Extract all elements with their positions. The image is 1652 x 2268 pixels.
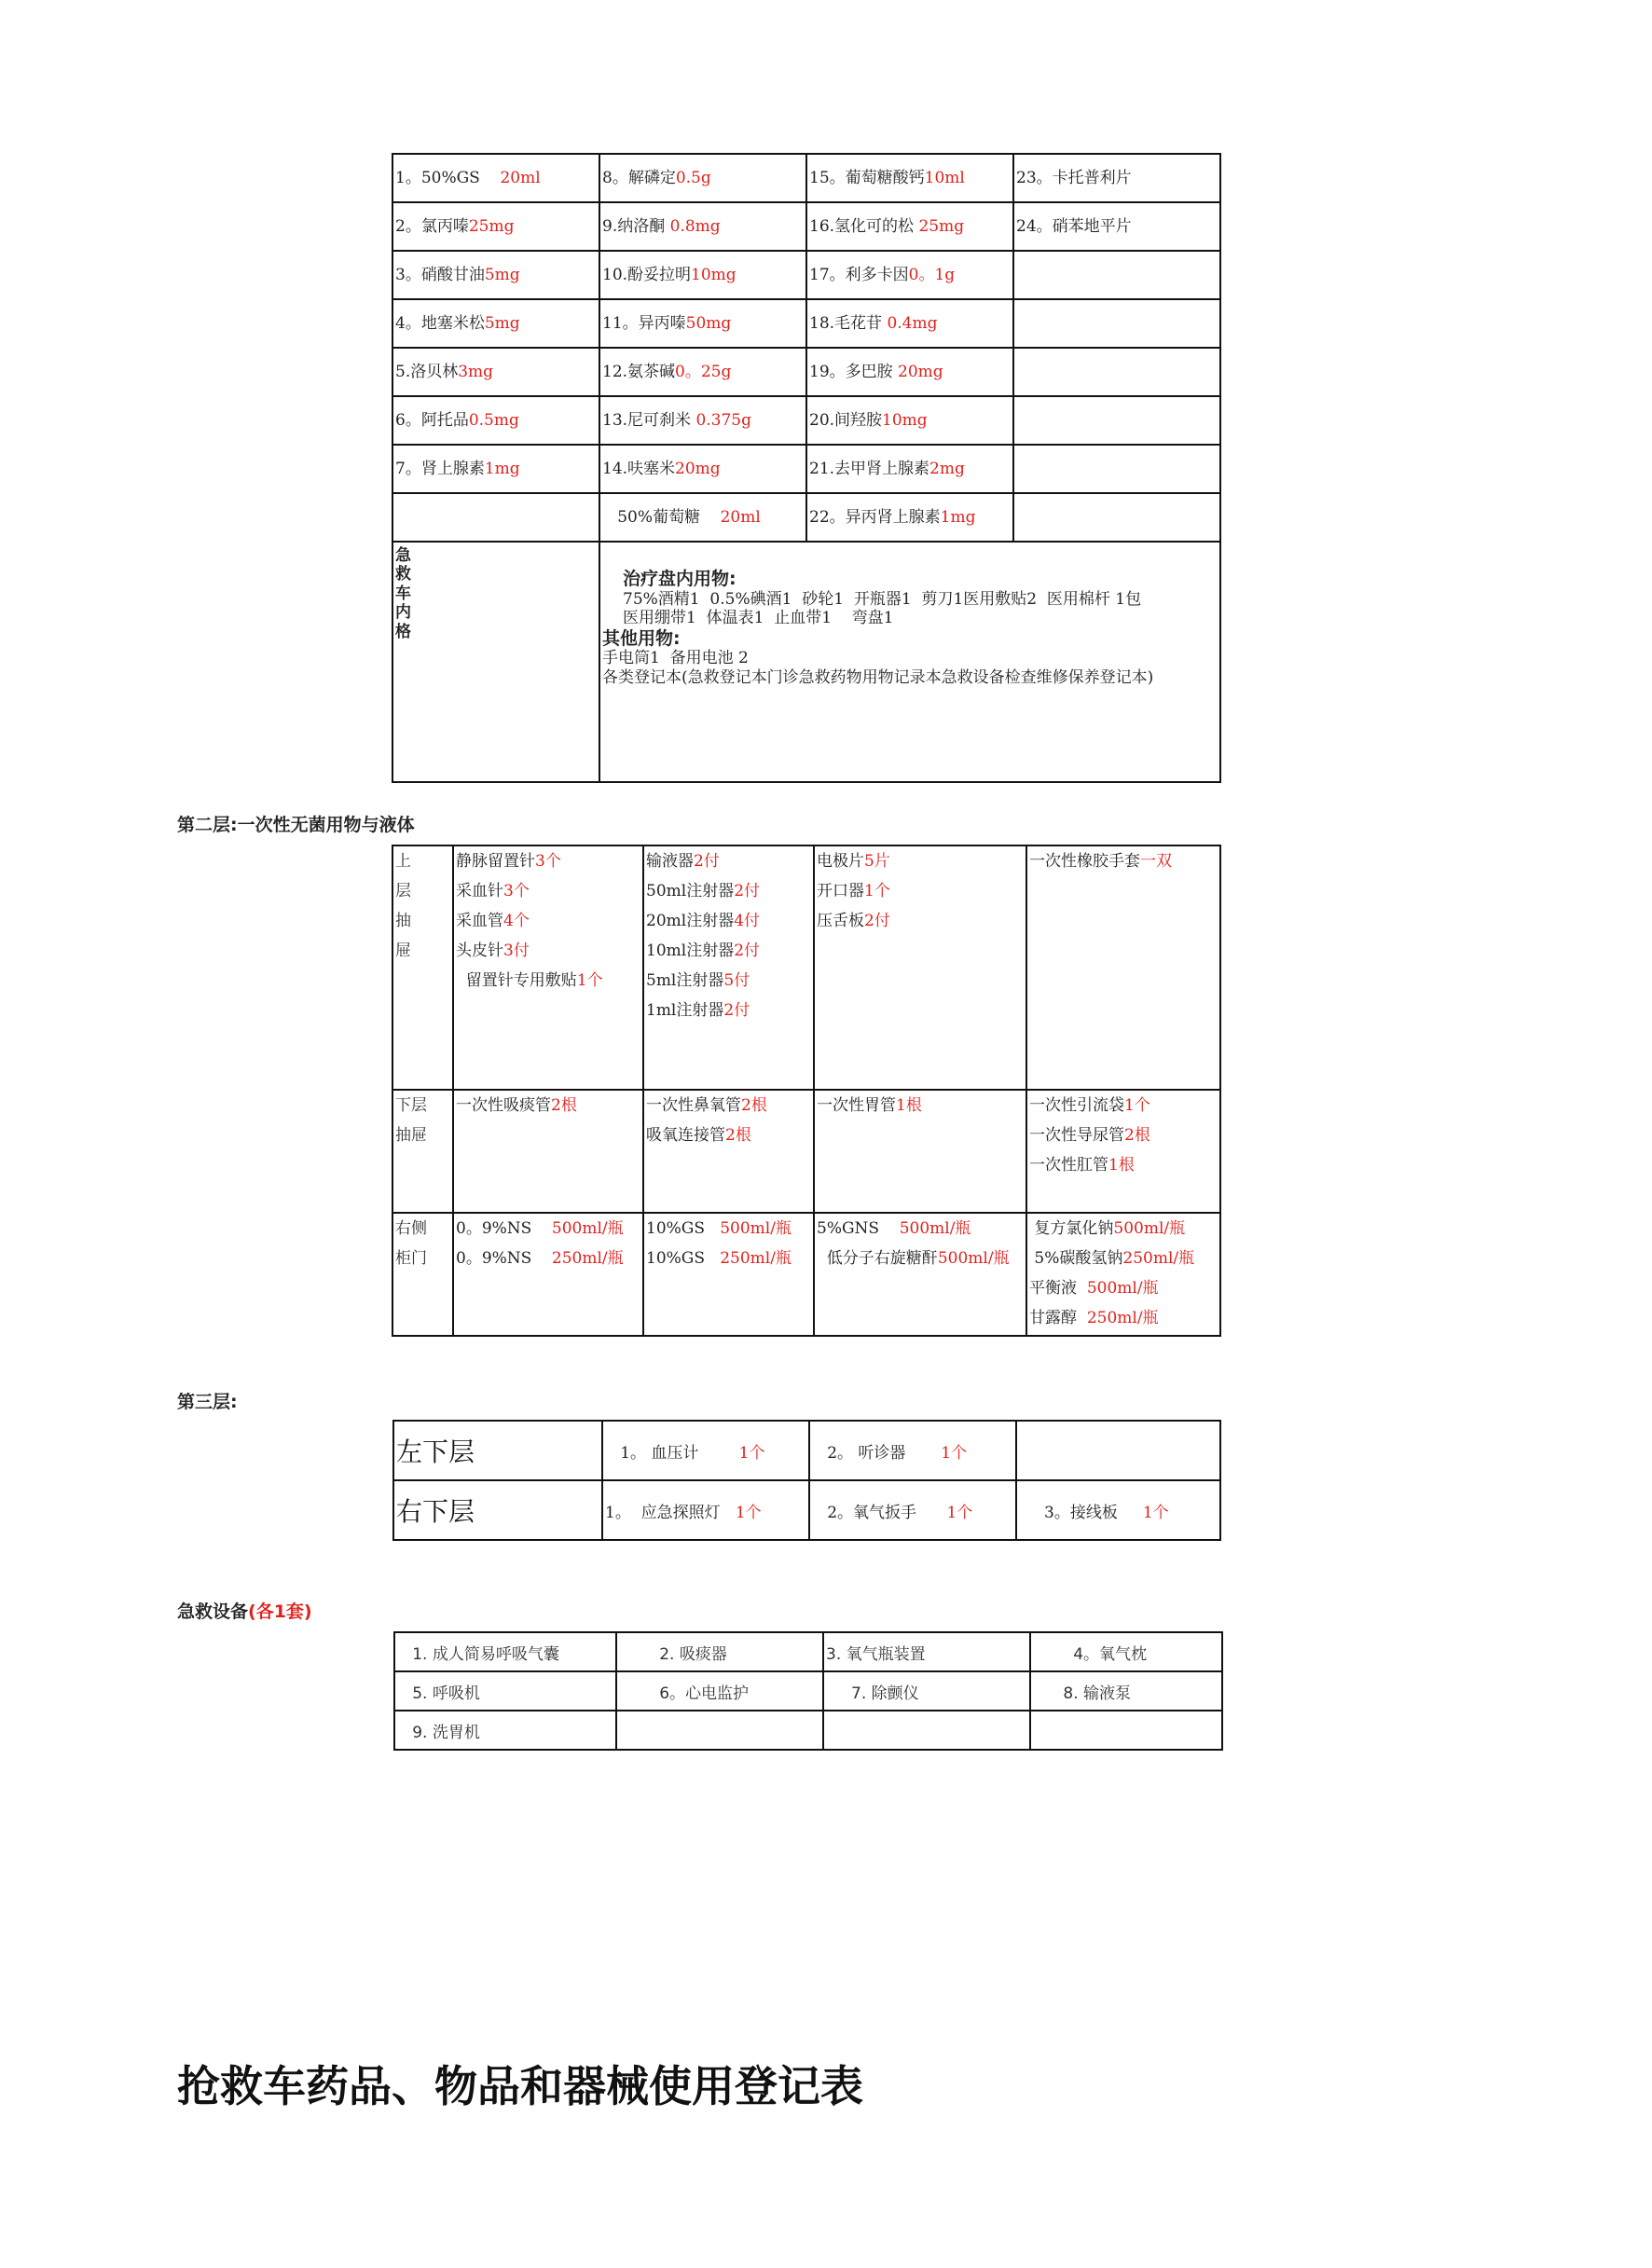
drug-name: 1。50%GS bbox=[395, 168, 486, 187]
upper-drawer-label: 上 层 抽 屉 bbox=[392, 845, 453, 1090]
right-lower-item-amount: 1个 bbox=[946, 1503, 973, 1522]
list-item bbox=[1029, 1214, 1219, 1244]
drug-amount: 0.8mg bbox=[669, 216, 721, 236]
list-item bbox=[817, 906, 1026, 936]
lower-drawer-item-name: 一次性肛管 bbox=[1029, 1156, 1108, 1175]
upper-drawer-item-name: 电极片 bbox=[817, 852, 864, 871]
drug-amount: 0。1g bbox=[908, 265, 956, 284]
drug-cell bbox=[1013, 202, 1220, 251]
right-cabinet-item-cell bbox=[814, 1213, 1026, 1336]
lower-drawer-item-amount: 2根 bbox=[741, 1096, 767, 1115]
upper-drawer-item-amount: 2付 bbox=[734, 942, 761, 960]
equipment-cell: 9. 洗胃机 bbox=[394, 1711, 616, 1750]
drug-cell bbox=[1013, 445, 1220, 493]
drug-amount: 1mg bbox=[484, 459, 520, 478]
table-row bbox=[394, 1711, 1222, 1750]
lower-drawer-item-amount: 2根 bbox=[551, 1096, 577, 1115]
list-item bbox=[1029, 1303, 1219, 1333]
lower-drawer-item-cell bbox=[814, 1090, 1026, 1213]
list-item bbox=[456, 936, 642, 966]
right-lower-item-amount: 1个 bbox=[735, 1503, 762, 1522]
drug-cell bbox=[392, 154, 599, 202]
lower-drawer-item-cell bbox=[1026, 1090, 1220, 1213]
upper-drawer-item-name: 1ml注射器 bbox=[646, 1001, 724, 1020]
equipment-cell: 5. 呼吸机 bbox=[394, 1671, 616, 1711]
lower-drawer-item-name: 一次性导尿管 bbox=[1029, 1126, 1124, 1145]
drug-amount: 0.5g bbox=[675, 168, 711, 187]
left-lower-cell bbox=[602, 1421, 809, 1480]
drug-cell bbox=[806, 299, 1013, 348]
drug-cell bbox=[599, 202, 806, 251]
equipment-cell: 3. 氧气瓶装置 bbox=[823, 1632, 1030, 1671]
left-lower-item-name: 2。 听诊器 bbox=[812, 1443, 942, 1463]
lower-drawer-item-name: 一次性吸痰管 bbox=[456, 1096, 551, 1115]
drug-cell bbox=[392, 299, 599, 348]
drug-cell bbox=[599, 299, 806, 348]
right-cabinet-item-name: 平衡液 bbox=[1029, 1279, 1087, 1298]
list-item bbox=[646, 876, 813, 906]
first-layer-table bbox=[392, 153, 1221, 783]
table-row bbox=[392, 299, 1220, 348]
lower-drawer-item-amount: 2根 bbox=[1124, 1126, 1150, 1145]
upper-drawer-item-amount: 1个 bbox=[864, 882, 890, 900]
drug-amount: 20ml bbox=[709, 507, 761, 527]
right-lower-item-name: 2。氧气扳手 bbox=[812, 1503, 947, 1522]
drug-cell bbox=[392, 202, 599, 251]
equipment-cell bbox=[616, 1711, 823, 1750]
third-layer-table bbox=[392, 1420, 1221, 1541]
drug-amount: 0.5mg bbox=[468, 410, 519, 430]
table-row bbox=[392, 348, 1220, 396]
right-cabinet-item-name: 0。9%NS bbox=[456, 1249, 552, 1268]
list-item bbox=[646, 936, 813, 966]
equipment-cell: 7. 除颤仪 bbox=[823, 1671, 1030, 1711]
table-row bbox=[392, 493, 1220, 542]
right-cabinet-item-amount: 500ml/瓶 bbox=[937, 1249, 1010, 1268]
list-item bbox=[456, 1244, 642, 1273]
right-lower-cell bbox=[1016, 1480, 1220, 1540]
list-item bbox=[1029, 1120, 1219, 1150]
left-lower-cell bbox=[809, 1421, 1016, 1480]
lower-drawer-item-name: 一次性胃管 bbox=[817, 1096, 896, 1115]
lower-drawer-item-cell bbox=[643, 1090, 814, 1213]
drug-cell bbox=[392, 493, 599, 542]
upper-drawer-item-amount: 2付 bbox=[694, 852, 720, 871]
drug-name: 6。阿托品 bbox=[395, 410, 469, 430]
right-cabinet-item-name: 甘露醇 bbox=[1029, 1309, 1087, 1327]
equipment-cell: 6。心电监护 bbox=[616, 1671, 823, 1711]
left-lower-item-amount: 1个 bbox=[941, 1443, 968, 1463]
upper-drawer-item-name: 采血管 bbox=[456, 912, 503, 930]
list-item bbox=[646, 1091, 813, 1120]
drug-amount: 0。25g bbox=[675, 362, 732, 381]
lower-drawer-item-name: 一次性鼻氧管 bbox=[646, 1096, 741, 1115]
equipment-table bbox=[393, 1631, 1223, 1751]
third-layer-heading: 第三层: bbox=[177, 1392, 238, 1412]
drug-name: 21.去甲肾上腺素 bbox=[809, 459, 930, 478]
drug-cell bbox=[806, 154, 1013, 202]
upper-drawer-item-amount: 5付 bbox=[723, 971, 750, 990]
list-item bbox=[1029, 846, 1219, 876]
list-item bbox=[646, 846, 813, 876]
table-row bbox=[392, 396, 1220, 445]
equipment-heading: 急救设备(各1套) bbox=[177, 1601, 312, 1622]
upper-drawer-item-amount: 4个 bbox=[503, 912, 530, 930]
drug-cell bbox=[599, 445, 806, 493]
drug-amount: 0.4mg bbox=[887, 313, 938, 333]
lower-drawer-item-amount: 1根 bbox=[1108, 1156, 1135, 1175]
treatment-tray-heading: 治疗盘内用物: bbox=[623, 569, 737, 589]
drug-cell bbox=[806, 396, 1013, 445]
equipment-cell bbox=[823, 1711, 1030, 1750]
other-items: 手电筒1 备用电池 2 bbox=[602, 649, 749, 668]
drug-name: 15。葡萄糖酸钙 bbox=[809, 168, 925, 187]
cart-inner-label: 急 救 车 内 格 bbox=[392, 542, 599, 782]
drug-name: 12.氨茶碱 bbox=[602, 362, 676, 381]
drug-name: 2。氯丙嗪 bbox=[395, 216, 469, 236]
upper-drawer-item-amount: 3个 bbox=[503, 882, 530, 900]
right-cabinet-item-name: 5%GNS bbox=[817, 1219, 900, 1238]
drug-amount: 25mg bbox=[468, 216, 515, 236]
drug-name: 4。地塞米松 bbox=[395, 313, 485, 333]
right-cabinet-item-name: 10%GS bbox=[646, 1249, 721, 1268]
upper-drawer-item-amount: 4付 bbox=[734, 912, 761, 930]
lower-drawer-item-amount: 2根 bbox=[725, 1126, 751, 1145]
list-item bbox=[817, 876, 1026, 906]
list-item bbox=[456, 906, 642, 936]
upper-drawer-item-amount: 1个 bbox=[576, 971, 603, 990]
right-cabinet-item-amount: 500ml/瓶 bbox=[899, 1219, 971, 1238]
drug-amount: 5mg bbox=[484, 265, 520, 284]
other-items-heading: 其他用物: bbox=[602, 627, 681, 649]
right-cabinet-item-amount: 250ml/瓶 bbox=[1086, 1309, 1159, 1327]
drug-amount: 10mg bbox=[691, 265, 737, 284]
drug-cell bbox=[599, 396, 806, 445]
right-cabinet-item-cell bbox=[1026, 1213, 1220, 1336]
list-item bbox=[817, 1091, 1026, 1120]
upper-drawer-item-cell bbox=[814, 845, 1026, 1090]
right-lower-item-amount: 1个 bbox=[1142, 1503, 1169, 1522]
drug-name: 11。异丙嗪 bbox=[602, 313, 686, 333]
upper-drawer-item-amount: 3个 bbox=[535, 852, 561, 871]
drug-cell bbox=[392, 396, 599, 445]
table-row bbox=[392, 445, 1220, 493]
list-item bbox=[1029, 1244, 1219, 1273]
drug-cell bbox=[1013, 299, 1220, 348]
upper-drawer-item-name: 50ml注射器 bbox=[646, 882, 735, 900]
list-item bbox=[646, 1120, 813, 1150]
drug-cell bbox=[806, 251, 1013, 299]
drug-name: 13.尼可刹米 bbox=[602, 410, 696, 430]
drug-cell bbox=[599, 493, 806, 542]
right-cabinet-item-name: 5%碳酸氢钠 bbox=[1029, 1249, 1123, 1268]
drug-amount: 20mg bbox=[898, 362, 943, 381]
list-item bbox=[456, 1214, 642, 1244]
lower-drawer-item-cell bbox=[453, 1090, 643, 1213]
right-cabinet-item-amount: 500ml/瓶 bbox=[720, 1219, 792, 1238]
left-lower-item-amount: 1个 bbox=[738, 1443, 765, 1463]
drug-amount: 3mg bbox=[458, 362, 494, 381]
lower-drawer-item-name: 一次性引流袋 bbox=[1029, 1096, 1124, 1115]
right-cabinet-item-amount: 250ml/瓶 bbox=[1122, 1249, 1195, 1268]
drug-cell bbox=[599, 348, 806, 396]
drug-name: 10.酚妥拉明 bbox=[602, 265, 692, 284]
list-item bbox=[817, 1214, 1026, 1244]
drug-name: 23。卡托普利片 bbox=[1016, 168, 1132, 187]
left-lower-label: 左下层 bbox=[393, 1421, 602, 1480]
drug-cell bbox=[806, 202, 1013, 251]
upper-drawer-item-cell bbox=[643, 845, 814, 1090]
list-item bbox=[1029, 1273, 1219, 1303]
upper-drawer-item-name: 采血针 bbox=[456, 882, 503, 900]
list-item bbox=[646, 1244, 813, 1273]
upper-drawer-item-name: 静脉留置针 bbox=[456, 852, 535, 871]
drug-cell bbox=[1013, 348, 1220, 396]
list-item bbox=[817, 846, 1026, 876]
drug-cell bbox=[1013, 396, 1220, 445]
upper-drawer-item-name: 20ml注射器 bbox=[646, 912, 735, 930]
drug-name: 8。解磷定 bbox=[602, 168, 676, 187]
list-item bbox=[456, 846, 642, 876]
left-lower-item-name: 1。 血压计 bbox=[605, 1443, 739, 1463]
right-cabinet-item-amount: 500ml/瓶 bbox=[1113, 1219, 1186, 1238]
upper-drawer-item-name: 开口器 bbox=[817, 882, 864, 900]
drug-name: 20.间羟胺 bbox=[809, 410, 883, 430]
right-cabinet-item-amount: 500ml/瓶 bbox=[551, 1219, 624, 1238]
left-lower-cell bbox=[1016, 1421, 1220, 1480]
right-cabinet-item-cell bbox=[643, 1213, 814, 1336]
drug-cell bbox=[392, 445, 599, 493]
drug-cell bbox=[1013, 251, 1220, 299]
list-item bbox=[456, 1091, 642, 1120]
drug-amount: 0.375g bbox=[695, 410, 752, 430]
list-item bbox=[646, 996, 813, 1025]
drug-cell bbox=[806, 445, 1013, 493]
drug-amount: 10ml bbox=[924, 168, 965, 187]
list-item bbox=[646, 906, 813, 936]
drug-amount: 1mg bbox=[940, 507, 976, 527]
drug-cell bbox=[599, 251, 806, 299]
list-item bbox=[456, 876, 642, 906]
upper-drawer-item-name: 留置针专用敷贴 bbox=[456, 971, 577, 990]
drug-name: 16.氢化可的松 bbox=[809, 216, 919, 236]
second-layer-heading: 第二层:一次性无菌用物与液体 bbox=[177, 815, 415, 835]
lower-drawer-label: 下层 抽屉 bbox=[392, 1090, 453, 1213]
drug-amount: 20ml bbox=[485, 168, 541, 187]
right-lower-cell bbox=[602, 1480, 809, 1540]
right-cabinet-item-name: 0。9%NS bbox=[456, 1219, 552, 1238]
list-item bbox=[646, 966, 813, 996]
list-item bbox=[456, 966, 642, 996]
right-cabinet-item-amount: 250ml/瓶 bbox=[551, 1249, 624, 1268]
register-title: 抢救车药品、物品和器械使用登记表 bbox=[177, 2061, 863, 2111]
table-row bbox=[392, 251, 1220, 299]
right-lower-cell bbox=[809, 1480, 1016, 1540]
drug-name: 9.纳洛酮 bbox=[602, 216, 670, 236]
list-item bbox=[817, 1244, 1026, 1273]
drug-cell bbox=[1013, 493, 1220, 542]
drug-name: 18.毛花苷 bbox=[809, 313, 888, 333]
drug-name: 17。利多卡因 bbox=[809, 265, 909, 284]
drug-amount: 10mg bbox=[882, 410, 928, 430]
lower-drawer-item-amount: 1个 bbox=[1124, 1096, 1150, 1115]
upper-drawer-item-name: 压舌板 bbox=[817, 912, 864, 930]
right-cabinet-item-name: 低分子右旋糖酐 bbox=[817, 1249, 938, 1268]
right-cabinet-item-cell bbox=[453, 1213, 643, 1336]
drug-cell bbox=[806, 493, 1013, 542]
drug-amount: 50mg bbox=[685, 313, 732, 333]
drug-name: 24。硝苯地平片 bbox=[1016, 216, 1132, 236]
upper-drawer-item-name: 10ml注射器 bbox=[646, 942, 735, 960]
lower-drawer-item-name: 吸氧连接管 bbox=[646, 1126, 725, 1145]
upper-drawer-item-cell bbox=[1026, 845, 1220, 1090]
table-row bbox=[394, 1671, 1222, 1711]
upper-drawer-item-name: 一次性橡胶手套 bbox=[1029, 852, 1140, 871]
drug-name: 22。异丙肾上腺素 bbox=[809, 507, 941, 527]
drug-cell bbox=[806, 348, 1013, 396]
drug-name: 5.洛贝林 bbox=[395, 362, 459, 381]
equipment-cell: 8. 输液泵 bbox=[1030, 1671, 1222, 1711]
right-cabinet-item-name: 10%GS bbox=[646, 1219, 721, 1238]
other-items: 各类登记本(急救登记本门诊急救药物用物记录本急救设备检查维修保养登记本) bbox=[602, 667, 1154, 687]
right-cabinet-item-amount: 500ml/瓶 bbox=[1086, 1279, 1159, 1298]
list-item bbox=[646, 1214, 813, 1244]
upper-drawer-item-name: 输液器 bbox=[646, 852, 694, 871]
drug-amount: 5mg bbox=[484, 313, 520, 333]
right-cabinet-item-amount: 250ml/瓶 bbox=[720, 1249, 792, 1268]
right-cabinet-item-name: 复方氯化钠 bbox=[1029, 1219, 1114, 1238]
upper-drawer-item-cell bbox=[453, 845, 643, 1090]
drug-cell bbox=[392, 251, 599, 299]
equipment-cell: 2. 吸痰器 bbox=[616, 1632, 823, 1671]
equipment-cell bbox=[1030, 1711, 1222, 1750]
list-item bbox=[1029, 1091, 1219, 1120]
upper-drawer-item-amount: 一双 bbox=[1140, 852, 1172, 871]
treatment-tray-items: 医用绷带1 体温表1 止血带1 弯盘1 bbox=[623, 609, 894, 628]
drug-name: 3。硝酸甘油 bbox=[395, 265, 485, 284]
right-lower-label: 右下层 bbox=[393, 1480, 602, 1540]
treatment-tray-cell bbox=[599, 542, 1220, 782]
lower-drawer-item-amount: 1根 bbox=[896, 1096, 922, 1115]
right-lower-item-name: 1。 应急探照灯 bbox=[605, 1503, 736, 1522]
upper-drawer-item-amount: 5片 bbox=[864, 852, 890, 871]
drug-cell bbox=[392, 348, 599, 396]
upper-drawer-item-amount: 2付 bbox=[723, 1001, 750, 1020]
upper-drawer-item-name: 5ml注射器 bbox=[646, 971, 724, 990]
right-lower-item-name: 3。接线板 bbox=[1019, 1503, 1143, 1522]
equipment-cell: 4。氧气枕 bbox=[1030, 1632, 1222, 1671]
drug-name: 7。肾上腺素 bbox=[395, 459, 485, 478]
treatment-tray-items: 75%酒精1 0.5%碘酒1 砂轮1 开瓶器1 剪刀1医用敷贴2 医用棉杆 1包 bbox=[623, 589, 1142, 609]
upper-drawer-item-amount: 2付 bbox=[734, 882, 761, 900]
drug-cell bbox=[599, 154, 806, 202]
upper-drawer-item-name: 头皮针 bbox=[456, 942, 503, 960]
drug-name: 14.呋塞米 bbox=[602, 459, 676, 478]
table-row bbox=[394, 1632, 1222, 1671]
table-row bbox=[392, 154, 1220, 202]
drug-name: 50%葡萄糖 bbox=[602, 507, 710, 527]
equipment-cell: 1. 成人简易呼吸气囊 bbox=[394, 1632, 616, 1671]
drug-name: 19。多巴胺 bbox=[809, 362, 899, 381]
list-item bbox=[1029, 1150, 1219, 1180]
drug-amount: 2mg bbox=[929, 459, 965, 478]
drug-cell bbox=[1013, 154, 1220, 202]
drug-amount: 20mg bbox=[675, 459, 721, 478]
upper-drawer-item-amount: 3付 bbox=[503, 942, 530, 960]
right-cabinet-label: 右侧 柜门 bbox=[392, 1213, 453, 1336]
table-row bbox=[392, 202, 1220, 251]
second-layer-table bbox=[392, 845, 1221, 1337]
upper-drawer-item-amount: 2付 bbox=[864, 912, 890, 930]
drug-amount: 25mg bbox=[918, 216, 965, 236]
